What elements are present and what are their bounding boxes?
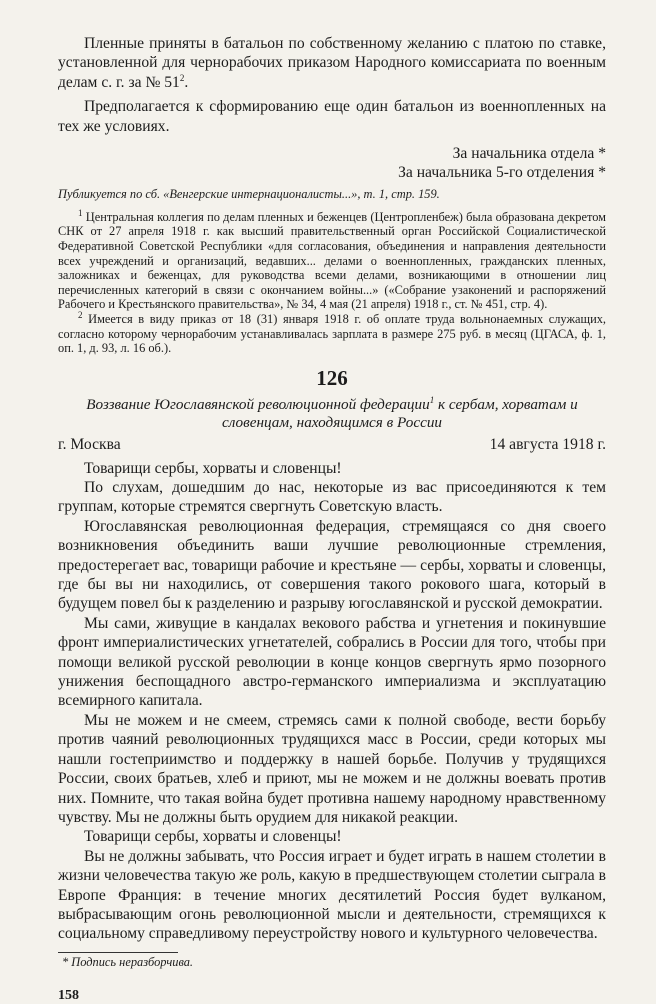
endnote-2 bbox=[58, 309, 606, 356]
title-footnote-ref: 1 bbox=[429, 394, 435, 405]
document-number: 126 bbox=[316, 365, 348, 390]
page-number: 158 bbox=[58, 987, 79, 1003]
document-title-part-1: Воззвание Югославянской революционной федерации bbox=[86, 395, 430, 413]
endnote-2-text: Имеется в виду приказ от 18 (31) января 1918 г. об оплате труда вольнонаемных служащих, согласно которому чернорабочим устанавливалась зарплата в размере 275 руб. в месяц (ЦГАСА, ф. 1, оп. 1, д. 93, л. 16 об.). bbox=[58, 312, 606, 356]
endnote-1-text: Центральная коллегия по делам пленных и беженцев (Центропленбеж) была образована декретом СНК от 27 апреля 1918 г. как высший правительственный орган Российской Социалистической Федеративной Советской Республики «для согласования, объединения и направления деятельности всех учреждений и организаций, ведавших... делами о военнопленных, гражданских пленных, заложниках и беженцах, для руководства всеми делами, возникающими в отношении лиц перечисленных категорий в связи с окончанием войны...» («Собрание узаконений и распоряжений Рабочего и Крестьянского правительства», № 34, 4 мая (21 апреля) 1918 г., ст. № 451, стр. 4). bbox=[58, 209, 606, 312]
appeal-paragraph-3: Мы сами, живущие в кандалах векового рабства и угнетения и покинувшие фронт империалистических угнетателей, собрались в России для того, чтобы при помощи великой русской революции в конце концов свергнуть ярмо позорного унижения беспощадного австро-германского империализма и эксплуатацию всемирного капитала. bbox=[58, 614, 606, 710]
endnote-1-marker: 1 bbox=[78, 207, 83, 218]
document-place: г. Москва bbox=[58, 436, 121, 454]
signature-block bbox=[58, 144, 606, 183]
place-date-line bbox=[58, 435, 606, 454]
top-paragraph-2: Предполагается к сформированию еще один батальон из военнопленных на тех же условиях. bbox=[58, 98, 606, 135]
top-paragraph-1 bbox=[58, 34, 606, 92]
document-date: 14 августа 1918 г. bbox=[489, 436, 606, 454]
appeal-body bbox=[58, 459, 606, 944]
top-paragraph-1-text: Пленные приняты в батальон по собственному желанию с платою по ставке, установленной для чернорабочих приказом Народного комиссариата по военным делам с. г. за № 51 bbox=[58, 35, 606, 91]
endnote-2-marker: 2 bbox=[78, 309, 83, 320]
appeal-paragraph-2: Югославянская революционная федерация, стремящаяся со дня своего возникновения объединить ваши лучшие революционные стремления, предостерегает вас, товарищи рабочие и крестьяне — сербы, хорваты и словенцы, где бы вы ни находились, от совершения такого рокового шага, который в будущем повел бы к разделению и разрыву югославянской и русской демократии. bbox=[58, 517, 606, 613]
appeal-greeting-2: Товарищи сербы, хорваты и словенцы! bbox=[84, 828, 342, 846]
appeal-greeting-1: Товарищи сербы, хорваты и словенцы! bbox=[84, 459, 342, 477]
signature-line-2: За начальника 5-го отделения * bbox=[398, 164, 606, 182]
document-page bbox=[58, 34, 606, 1004]
appeal-paragraph-1: По слухам, дошедшим до нас, некоторые из вас присоединяются к тем группам, которые стремятся свергнуть Советскую власть. bbox=[58, 479, 606, 516]
footnote-ref: 2 bbox=[179, 72, 185, 83]
endnote-1 bbox=[58, 207, 606, 312]
footnote-divider bbox=[58, 952, 178, 953]
appeal-paragraph-5: Вы не должны забывать, что Россия играет и будет играть в нашем столетии в жизни человечества такую же роль, какую в предшествующем столетии сыграла в Европе Франция: в течение многих десятилетий Россия будет вулканом, выбрасывающим огонь революционной мысли и деятельности, стремящихся к социальному справедливому переустройству нового и культурного человечества. bbox=[58, 847, 606, 943]
top-paragraph-1-end: . bbox=[184, 73, 189, 91]
top-text bbox=[58, 34, 606, 136]
signature-line-1: За начальника отдела * bbox=[452, 145, 606, 163]
footnote: * Подпись неразборчива. bbox=[62, 954, 194, 969]
publication-source: Публикуется по сб. «Венгерские интернационалисты...», т. 1, стр. 159. bbox=[58, 186, 440, 201]
endnotes bbox=[58, 207, 606, 356]
document-title bbox=[82, 396, 582, 432]
appeal-paragraph-4: Мы не можем и не смеем, стремясь сами к полной свободе, вести борьбу против чаяний революционных трудящихся масс в России, среди которых мы нашли гостеприимство и поддержку в нашей борьбе. Получив у трудящихся России, своих братьев, хлеб и приют, мы не можем и не должны воевать против них. Помните, что такая война будет противна нашему народному нравственному чувству. Мы не должны быть орудием для никакой реакции. bbox=[58, 711, 606, 826]
document-title-part-2: к сербам, хорватам и словенцам, находящимся в России bbox=[221, 395, 578, 431]
